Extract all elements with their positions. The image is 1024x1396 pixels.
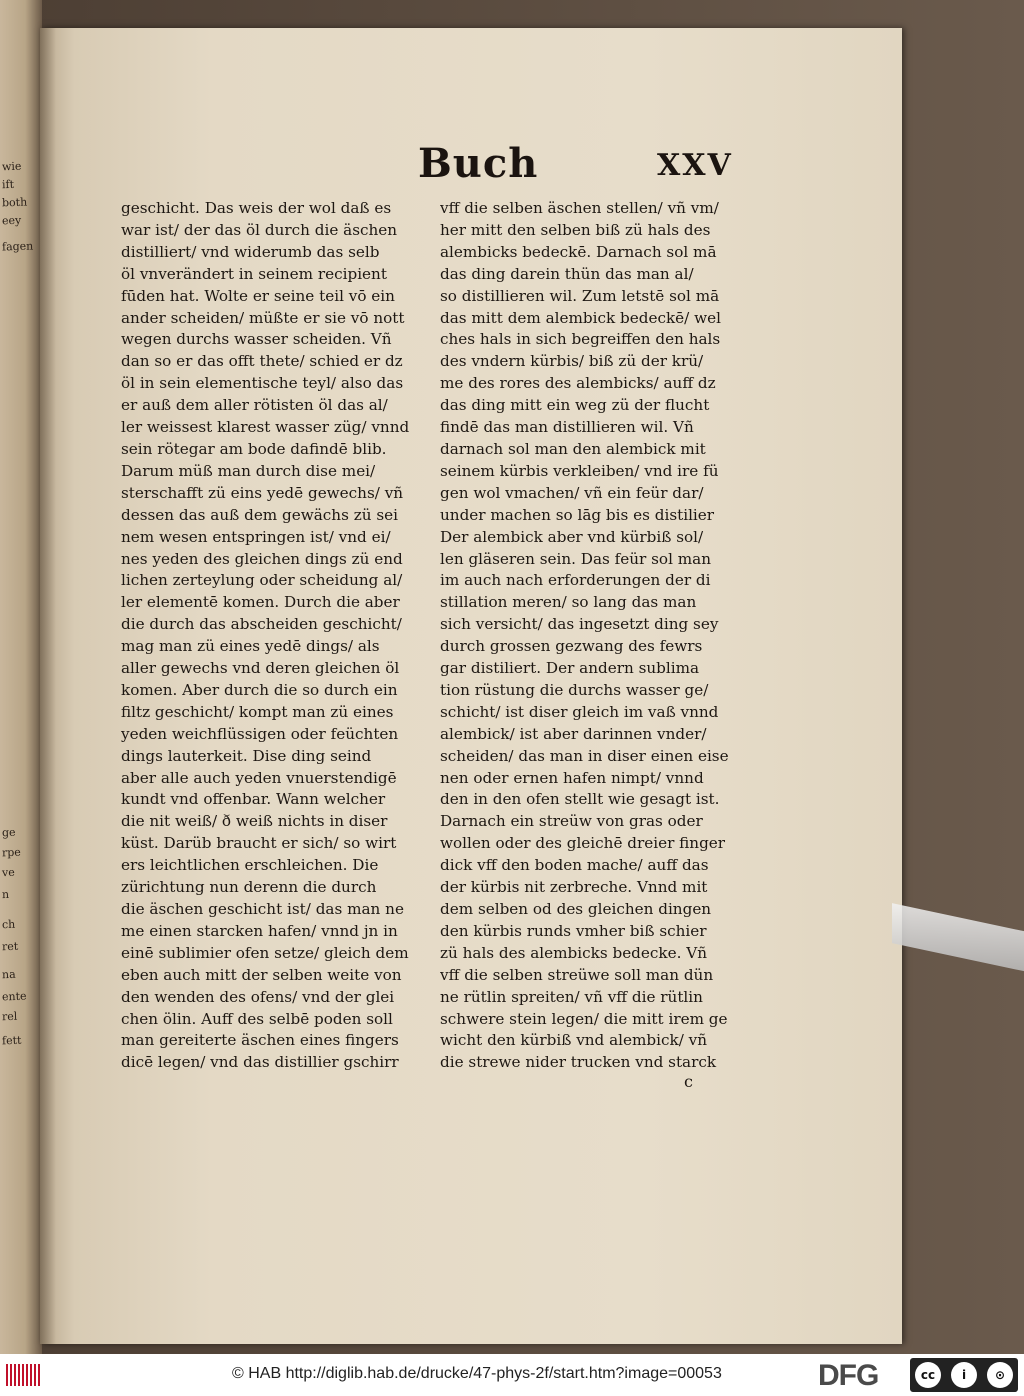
text-line: Darnach ein streüw von gras oder <box>440 812 703 831</box>
text-line: Darum müß man durch dise mei/ <box>121 461 376 480</box>
text-line: lichen zerteylung oder scheidung al/ <box>121 571 403 590</box>
prev-page-fragment: eey <box>1 213 22 228</box>
text-line: scheiden/ das man in diser einen eise <box>440 746 729 765</box>
prev-page-fragment: ret <box>1 939 19 954</box>
text-line: dings lauterkeit. Dise ding seind <box>121 746 372 765</box>
prev-page-fragment: na <box>1 967 16 982</box>
viewer-footer <box>0 1354 1024 1396</box>
text-line: ches hals in sich begreiffen den hals <box>440 330 721 349</box>
text-line: nen oder ernen hafen nimpt/ vnnd <box>440 768 704 787</box>
text-line: die äschen geschicht ist/ das man ne <box>121 900 404 918</box>
text-line: nes yeden des gleichen dings zü end <box>121 549 403 568</box>
cc-icon: cc <box>915 1362 941 1388</box>
page-header-title: Buch <box>418 140 539 187</box>
text-line: zürichtung nun derenn die durch <box>121 878 377 897</box>
text-line: des vndern kürbis/ biß zü der krü/ <box>440 352 704 371</box>
text-line: findē das man distillieren wil. Vñ <box>440 418 694 437</box>
prev-page-fragment: wie <box>1 159 22 174</box>
text-line: alembicks bedeckē. Darnach sol mā <box>440 242 717 261</box>
text-line: len gläseren sein. Das feür sol man <box>440 549 711 568</box>
sa-icon: ⊙ <box>987 1362 1013 1388</box>
text-line: küst. Darüb braucht er sich/ so wirt <box>121 834 397 853</box>
folio-number: XXV <box>657 148 733 183</box>
text-line: komen. Aber durch die so durch ein <box>121 680 398 699</box>
text-line: war ist/ der das öl durch die äschen <box>121 220 398 239</box>
text-line: eben auch mitt der selben weite von <box>121 965 402 984</box>
text-line: ers leichtlichen erschleichen. Die <box>121 856 379 875</box>
text-line: wicht den kürbiß vnd alembick/ vñ <box>440 1031 707 1050</box>
text-line: mag man zü eines yedē dings/ als <box>121 637 380 656</box>
text-line: stillation meren/ so lang das man <box>440 593 697 612</box>
text-line: ler elementē komen. Durch die aber <box>121 593 400 612</box>
prev-page-fragment: ente <box>1 989 27 1004</box>
text-line: nem wesen entspringen ist/ vnd ei/ <box>121 527 391 546</box>
text-line: die nit weiß/ ð weiß nichts in diser <box>121 812 388 831</box>
prev-page-fragment: rel <box>1 1009 18 1024</box>
copyright-link[interactable]: © HAB http://diglib.hab.de/drucke/47-phys-2f/start.htm?image=00053 <box>232 1365 722 1382</box>
signature-mark: c <box>684 1072 693 1091</box>
bookmark-strip <box>892 903 1024 973</box>
prev-page-fragment: fagen <box>1 239 34 254</box>
prev-page-fragment: ift <box>1 177 15 192</box>
prev-page-fragment: rpe <box>1 845 22 860</box>
text-line: sterschafft zü eins yedē gewechs/ vñ <box>121 483 404 502</box>
text-line: gar distiliert. Der andern sublima <box>440 659 700 678</box>
text-line: öl in sein elementische teyl/ also das <box>121 374 404 393</box>
text-line: fūden hat. Wolte er seine teil vō ein <box>121 286 395 305</box>
text-line: me des rores des alembicks/ auff dz <box>440 374 716 393</box>
text-line: die strewe nider trucken vnd starck <box>440 1053 717 1072</box>
text-line: ne rütlin spreiten/ vñ vff die rütlin <box>440 987 703 1006</box>
text-line: den wenden des ofens/ vnd der glei <box>121 987 395 1006</box>
text-line: tion rüstung die durchs wasser ge/ <box>440 680 709 699</box>
text-line: schicht/ ist diser gleich im vaß vnnd <box>440 702 719 721</box>
text-line: distilliert/ vnd widerumb das selb <box>121 242 380 261</box>
text-line: aber alle auch yeden vnuerstendigē <box>121 768 397 787</box>
text-line: dicē legen/ vnd das distillier gschirr <box>121 1053 399 1072</box>
text-line: schwere stein legen/ die mitt irem ge <box>440 1009 728 1028</box>
text-column-left <box>121 198 426 1074</box>
text-line: einē sublimier ofen setze/ gleich dem <box>121 943 409 962</box>
previous-page-edge <box>0 0 42 1354</box>
text-line: durch grossen gezwang des fewrs <box>440 637 703 656</box>
text-line: dick vff den boden mache/ auff das <box>440 856 709 875</box>
text-line: man gereiterte äschen eines fingers <box>121 1031 399 1050</box>
text-line: das mitt dem alembick bedeckē/ wel <box>440 308 721 327</box>
text-line: dan so er das offt thete/ schied er dz <box>121 352 403 371</box>
text-line: yeden weichflüssigen oder feüchten <box>121 724 399 743</box>
text-line: Der alembick aber vnd kürbiß sol/ <box>440 527 704 546</box>
text-line: er auß dem aller rötisten öl das al/ <box>121 396 388 415</box>
text-column-right <box>440 198 740 1074</box>
text-line: dessen das auß dem gewächs zü sei <box>121 505 398 524</box>
text-line: wegen durchs wasser scheiden. Vñ <box>121 330 392 349</box>
text-line: öl vnverändert in seinem recipient <box>121 264 387 283</box>
prev-page-fragment: ve <box>1 865 15 880</box>
text-line: filtz geschicht/ kompt man zü eines <box>121 702 394 721</box>
text-line: me einen starcken hafen/ vnnd jn in <box>121 921 398 940</box>
text-line: ander scheiden/ müßte er sie vō nott <box>121 308 405 327</box>
by-icon: i <box>951 1362 977 1388</box>
text-line: vff die selben äschen stellen/ vñ vm/ <box>440 199 719 217</box>
text-line: das ding darein thün das man al/ <box>440 264 694 283</box>
text-line: sein rötegar am bode dafindē blib. <box>121 439 387 458</box>
prev-page-fragment: n <box>1 887 10 902</box>
text-line: im auch nach erforderungen der di <box>440 571 711 590</box>
text-line: under machen so lāg bis es distilier <box>440 505 715 524</box>
text-line: so distillieren wil. Zum letstē sol mā <box>440 286 720 305</box>
text-line: gen wol vmachen/ vñ ein feür dar/ <box>440 483 704 502</box>
text-line: die durch das abscheiden geschicht/ <box>121 615 402 634</box>
text-line: chen ölin. Auff des selbē poden soll <box>121 1009 393 1028</box>
prev-page-fragment: ge <box>1 825 16 840</box>
text-line: aller gewechs vnd deren gleichen öl <box>121 659 400 678</box>
text-line: darnach sol man den alembick mit <box>440 439 706 458</box>
text-line: das ding mitt ein weg zü der flucht <box>440 396 710 415</box>
text-line: her mitt den selben biß zü hals des <box>440 220 711 239</box>
prev-page-fragment: both <box>1 195 28 210</box>
cc-license-icon[interactable] <box>910 1358 1018 1392</box>
text-line: den in den ofen stellt wie gesagt ist. <box>440 790 720 809</box>
text-line: geschicht. Das weis der wol daß es <box>121 199 392 217</box>
text-line: sich versicht/ das ingesetzt ding sey <box>440 615 719 634</box>
text-line: vff die selben streüwe soll man dün <box>440 965 714 984</box>
text-line: kundt vnd offenbar. Wann welcher <box>121 790 386 809</box>
prev-page-fragment: ch <box>1 917 16 932</box>
text-line: zü hals des alembicks bedecke. Vñ <box>440 943 707 962</box>
text-line: den kürbis runds vmher biß schier <box>440 921 707 940</box>
text-line: seinem kürbis verkleiben/ vnd ire fü <box>440 461 719 480</box>
dfg-logo: DFG <box>818 1359 879 1392</box>
text-line: ler weissest klarest wasser züg/ vnnd <box>121 418 410 437</box>
prev-page-fragment: fett <box>1 1033 22 1048</box>
text-line: alembick/ ist aber darinnen vnder/ <box>440 724 707 743</box>
hab-logo-icon <box>6 1364 42 1386</box>
text-line: dem selben od des gleichen dingen <box>440 900 712 918</box>
text-line: wollen oder des gleichē dreier finger <box>440 834 726 853</box>
text-line: der kürbis nit zerbreche. Vnnd mit <box>440 878 708 897</box>
